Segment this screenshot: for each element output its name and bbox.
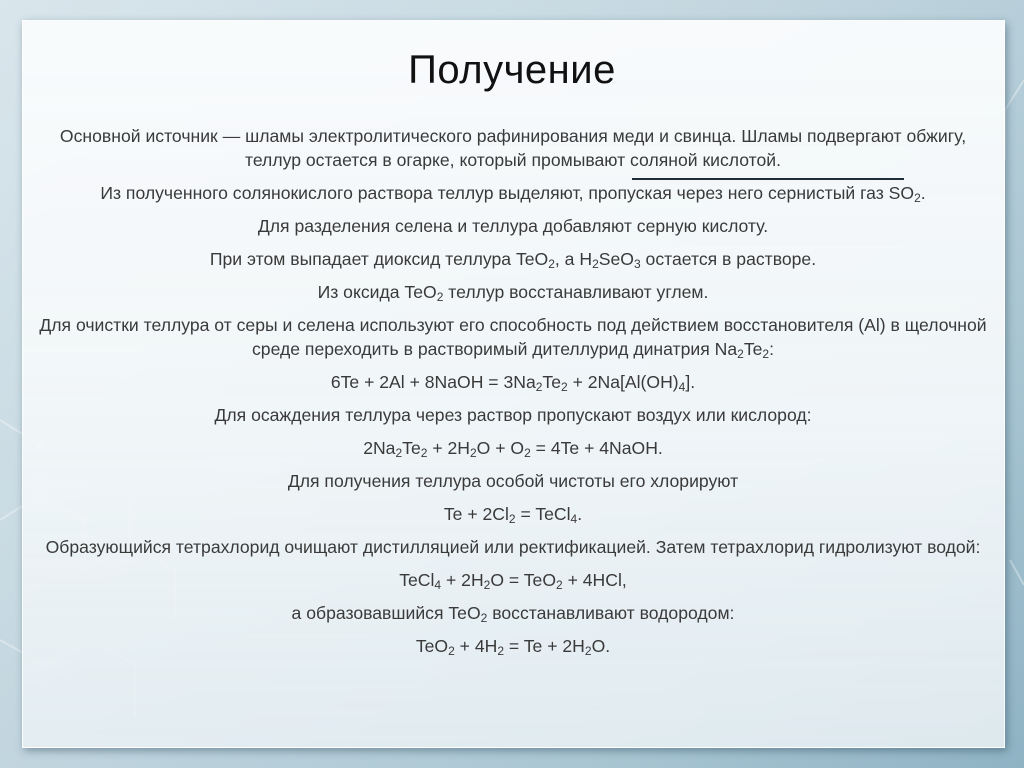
- text-run: 2Na: [363, 438, 396, 458]
- subscript: 2: [548, 257, 555, 271]
- subscript: 2: [436, 290, 444, 304]
- text-run: :: [769, 339, 774, 359]
- subscript: 2: [524, 446, 531, 460]
- text-run: При этом выпадает диоксид теллура TeO: [209, 249, 549, 269]
- text-run: Из полученного солянокислого раствора теллур выделяют, пропуская через него сернистый газ SO: [100, 183, 915, 203]
- text-run: Te + 2Cl: [443, 504, 509, 524]
- text-run: = 4Te + 4NaOH.: [530, 438, 663, 458]
- text-run: + 4H: [454, 636, 498, 656]
- subscript: 2: [497, 644, 505, 658]
- text-run: TeO: [415, 636, 449, 656]
- slide-title: Получение: [408, 48, 616, 92]
- text-run: восстанавливают водородом:: [487, 603, 735, 623]
- subscript: 2: [914, 191, 921, 205]
- text-run: , а H: [554, 249, 593, 269]
- subscript: 2: [737, 347, 744, 361]
- text-run: = TeCl: [515, 504, 571, 524]
- subscript: 2: [395, 446, 403, 460]
- text-run: + 2Na[Al(OH): [567, 372, 679, 392]
- subscript: 2: [483, 578, 491, 592]
- body-paragraph: [30, 601, 996, 625]
- text-run: Для очистки теллура от серы и селена используют его способность под действием восстановителя (Al) в щелочной среде переходить в растворимый дителлурид динатрия Na: [39, 315, 987, 359]
- subscript: 2: [420, 446, 428, 460]
- text-run: теллур восстанавливают углем.: [443, 282, 709, 302]
- body-paragraph: [30, 403, 996, 427]
- subscript: 2: [480, 611, 488, 625]
- text-run: Te: [542, 372, 562, 392]
- text-run: .: [577, 504, 583, 524]
- body-paragraph: [30, 436, 996, 460]
- subscript: 2: [561, 380, 568, 394]
- text-run: остается в растворе.: [640, 249, 817, 269]
- text-run: TeCl: [399, 570, 435, 590]
- text-run: O.: [591, 636, 611, 656]
- body-paragraph: [30, 124, 996, 172]
- body-paragraph: [30, 247, 996, 271]
- body-paragraph: [30, 469, 996, 493]
- text-run: ].: [685, 372, 696, 392]
- subscript: 2: [592, 257, 599, 271]
- text-run: Из оксида TeO: [317, 282, 437, 302]
- subscript: 4: [678, 380, 686, 394]
- body-paragraph: [30, 280, 996, 304]
- text-run: O = TeO: [490, 570, 557, 590]
- subscript: 2: [508, 512, 516, 526]
- body-paragraph: [30, 370, 996, 394]
- body-paragraph: [30, 535, 996, 559]
- slide-body: [30, 124, 996, 667]
- subscript: 3: [633, 257, 641, 271]
- body-paragraph: [30, 502, 996, 526]
- body-paragraph: [30, 634, 996, 658]
- text-run: Для осаждения теллура через раствор пропускают воздух или кислород:: [214, 405, 812, 425]
- subscript: 2: [535, 380, 543, 394]
- text-run: Для разделения селена и теллура добавляют серную кислоту.: [257, 216, 769, 236]
- body-paragraph: [30, 568, 996, 592]
- text-run: = Te + 2H: [504, 636, 585, 656]
- body-paragraph: [30, 181, 996, 205]
- text-run: Образующийся тетрахлорид очищают дистилляцией или ректификацией. Затем тетрахлорид гидролизуют водой:: [45, 537, 981, 557]
- text-run: .: [920, 183, 926, 203]
- text-run: + 2H: [441, 570, 484, 590]
- text-run: SeO: [598, 249, 634, 269]
- body-paragraph: [30, 214, 996, 238]
- text-run: + 2H: [427, 438, 470, 458]
- text-run: O + O: [476, 438, 525, 458]
- subscript: 2: [448, 644, 455, 658]
- subscript: 2: [556, 578, 563, 592]
- text-run: Te: [402, 438, 421, 458]
- subscript: 4: [434, 578, 442, 592]
- text-run: а образовавшийся TeO: [291, 603, 481, 623]
- text-run: Для получения теллура особой чистоты его хлорируют: [287, 471, 739, 491]
- subscript: 2: [469, 446, 477, 460]
- subscript: 2: [584, 644, 592, 658]
- text-run: 6Te + 2Al + 8NaOH = 3Na: [330, 372, 536, 392]
- subscript: 2: [762, 347, 770, 361]
- text-run: + 4HCl,: [562, 570, 627, 590]
- subscript: 4: [570, 512, 578, 526]
- text-run: Основной источник — шламы электролитического рафинирования меди и свинца. Шламы подвергают обжигу, теллур остается в огарке, который промывают соляной кислотой.: [59, 126, 967, 170]
- body-paragraph: [30, 313, 996, 361]
- text-run: Te: [743, 339, 763, 359]
